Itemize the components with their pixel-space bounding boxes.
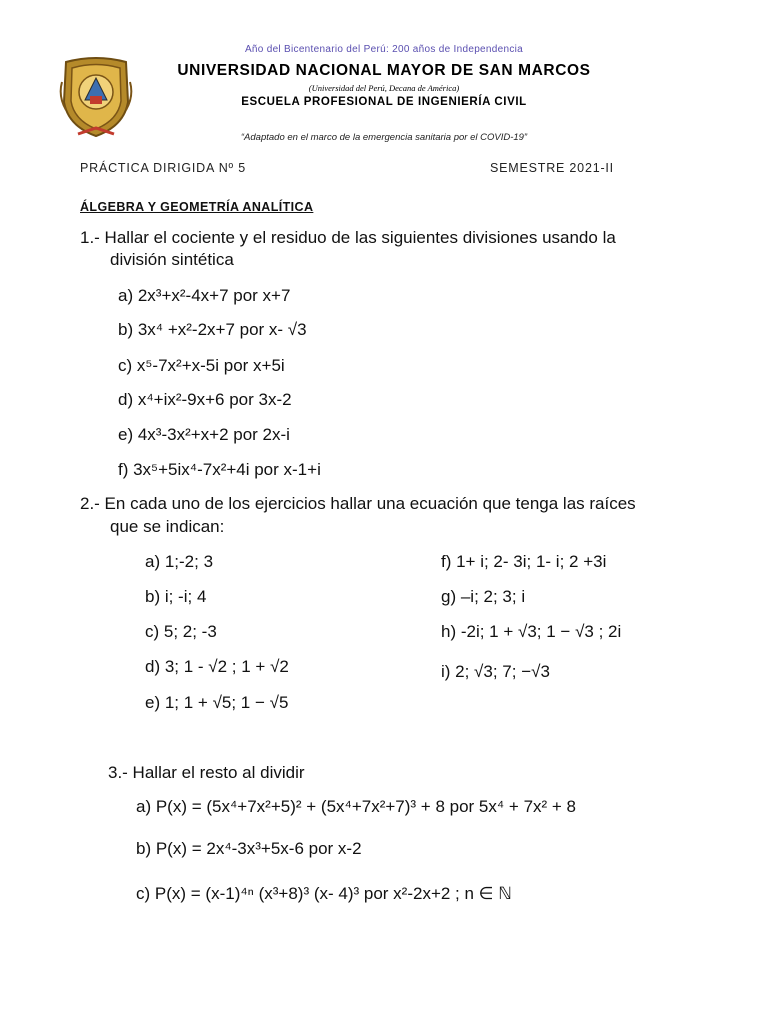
problem-2-item-e: e) 1; 1 + √5; 1 − √5 xyxy=(145,693,289,712)
problem-1-item-f: f) 3x⁵+5ix⁴-7x²+4i por x-1+i xyxy=(118,460,321,479)
university-subtitle: (Universidad del Perú, Decana de América) xyxy=(308,83,460,93)
problem-3-item-a: a) P(x) = (5x⁴+7x²+5)² + (5x⁴+7x²+7)³ + 8 por 5x⁴ + 7x² + 8 xyxy=(136,797,577,816)
problem-2-item-i: i) 2; √3; 7; −√3 xyxy=(441,662,550,681)
problem-2-item-h: h) -2i; 1 + √3; 1 − √3 ; 2i xyxy=(441,622,622,641)
problem-2-item-g: g) –i; 2; 3; i xyxy=(441,587,526,606)
problem-1-item-c: c) x⁵-7x²+x-5i por x+5i xyxy=(118,356,285,375)
problem-2-item-b: b) i; -i; 4 xyxy=(145,587,207,606)
course-title: ÁLGEBRA Y GEOMETRÍA ANALÍTICA xyxy=(80,200,314,214)
problem-1-item-e: e) 4x³-3x²+x+2 por 2x-i xyxy=(118,425,290,444)
practice-number: PRÁCTICA DIRIGIDA Nº 5 xyxy=(80,161,246,175)
problem-2-item-f: f) 1+ i; 2- 3i; 1- i; 2 +3i xyxy=(441,552,607,571)
school-name: ESCUELA PROFESIONAL DE INGENIERÍA CIVIL xyxy=(241,96,527,108)
university-name: UNIVERSIDAD NACIONAL MAYOR DE SAN MARCOS xyxy=(177,62,591,79)
problem-3-item-b: b) P(x) = 2x⁴-3x³+5x-6 por x-2 xyxy=(136,839,362,858)
problem-1-item-b: b) 3x⁴ +x²-2x+7 por x- √3 xyxy=(118,320,307,339)
adapted-note: “Adaptado en el marco de la emergencia sanitaria por el COVID-19” xyxy=(240,132,528,143)
problem-1-intro-line1: 1.- Hallar el cociente y el residuo de las siguientes divisiones usando la xyxy=(80,228,616,247)
bicentennial-motto: Año del Bicentenario del Perú: 200 años de Independencia xyxy=(244,44,524,55)
problem-2-item-c: c) 5; 2; -3 xyxy=(145,622,217,641)
problem-2-intro-line2: que se indican: xyxy=(110,517,225,536)
problem-1-item-d: d) x⁴+ix²-9x+6 por 3x-2 xyxy=(118,390,292,409)
problem-3-item-c: c) P(x) = (x-1)⁴ⁿ (x³+8)³ (x- 4)³ por x²-2x+2 ; n ∈ ℕ xyxy=(136,884,512,903)
problem-1-intro-line2: división sintética xyxy=(110,250,234,269)
semester: SEMESTRE 2021-II xyxy=(490,161,614,175)
problem-1-item-a: a) 2x³+x²-4x+7 por x+7 xyxy=(118,286,291,305)
problem-3-intro: 3.- Hallar el resto al dividir xyxy=(108,763,305,782)
problem-2-item-a: a) 1;-2; 3 xyxy=(145,552,214,571)
problem-2-intro-line1: 2.- En cada uno de los ejercicios hallar una ecuación que tenga las raíces xyxy=(80,494,636,513)
problem-2-item-d: d) 3; 1 - √2 ; 1 + √2 xyxy=(145,657,289,676)
